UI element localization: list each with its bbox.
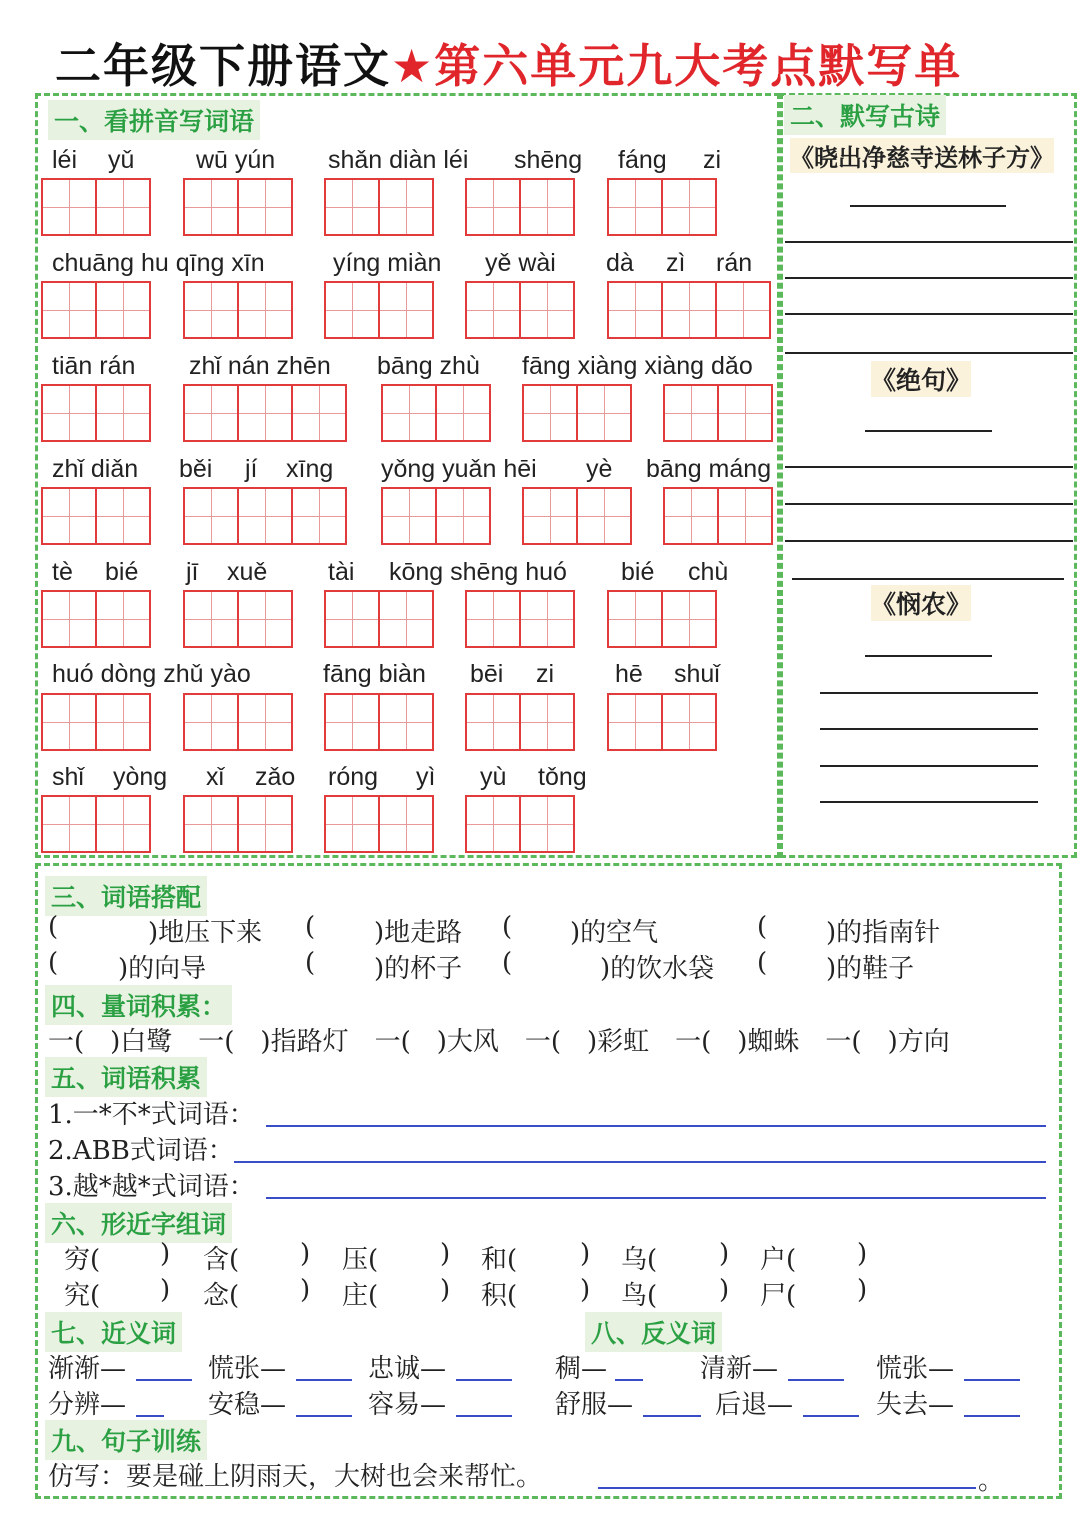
writing-grid[interactable] xyxy=(607,590,717,648)
pinyin: yè xyxy=(586,455,613,483)
pinyin: fāng xiàng xiàng dǎo xyxy=(522,352,753,380)
pinyin: xīng xyxy=(286,455,334,483)
writing-grid[interactable] xyxy=(183,384,347,442)
answer-line[interactable] xyxy=(785,241,1073,243)
synonym-item: 渐渐— xyxy=(48,1354,127,1384)
answer-line[interactable] xyxy=(785,466,1073,468)
pinyin: jī xyxy=(186,558,199,586)
paren: ) xyxy=(300,1275,311,1305)
antonym-item: 失去— xyxy=(876,1390,955,1420)
answer-line[interactable] xyxy=(785,352,1073,354)
pinyin: yì xyxy=(416,763,436,791)
writing-grid[interactable] xyxy=(522,487,632,545)
similar-char: 压( xyxy=(342,1245,379,1275)
pinyin: tài xyxy=(328,558,355,586)
pinyin: shǐ xyxy=(52,763,84,791)
answer-line[interactable] xyxy=(865,655,992,657)
answer-line[interactable] xyxy=(643,1415,701,1417)
answer-line[interactable] xyxy=(785,277,1073,279)
vocab-item: 1.一*不*式词语： xyxy=(48,1100,255,1130)
collocation-item: )的空气 xyxy=(570,918,659,948)
pinyin: bié xyxy=(621,558,655,586)
paren: ) xyxy=(719,1275,730,1305)
similar-char: 含( xyxy=(203,1245,240,1275)
collocation-item: )地走路 xyxy=(374,918,463,948)
answer-line[interactable] xyxy=(964,1379,1020,1381)
similar-char: 念( xyxy=(203,1281,240,1311)
writing-grid[interactable] xyxy=(324,281,434,339)
pinyin: zhǐ nán zhēn xyxy=(189,352,331,380)
poem-title: 《晓出净慈寺送林子方》 xyxy=(790,138,1054,173)
writing-grid[interactable] xyxy=(41,590,151,648)
writing-grid[interactable] xyxy=(607,281,771,339)
pinyin: hē xyxy=(615,660,643,688)
pinyin: wū yún xyxy=(196,146,276,174)
paren: ) xyxy=(300,1239,311,1269)
pinyin: léi xyxy=(52,146,78,174)
paren: ) xyxy=(580,1275,591,1305)
similar-char: 庄( xyxy=(342,1281,379,1311)
pinyin: yǒng yuǎn hēi xyxy=(381,455,537,483)
writing-grid[interactable] xyxy=(41,487,151,545)
answer-line[interactable] xyxy=(785,503,1073,505)
answer-line[interactable] xyxy=(136,1379,192,1381)
paren: ) xyxy=(580,1239,591,1269)
pinyin: yě wài xyxy=(485,249,556,277)
pinyin: zì xyxy=(666,249,686,277)
paren: ( xyxy=(757,948,768,978)
paren: ( xyxy=(48,912,59,942)
poem-title: 《绝句》 xyxy=(871,361,971,397)
section-pinyin-heading: 一、看拼音写词语 xyxy=(48,100,260,140)
pinyin: běi xyxy=(179,455,213,483)
paren: ) xyxy=(440,1239,451,1269)
writing-grid[interactable] xyxy=(41,795,151,853)
writing-grid[interactable] xyxy=(522,384,632,442)
section-antonym-heading: 八、反义词 xyxy=(585,1312,722,1352)
synonym-item: 安稳— xyxy=(208,1390,287,1420)
answer-line[interactable] xyxy=(598,1487,976,1489)
antonym-item: 舒服— xyxy=(555,1390,634,1420)
writing-grid[interactable] xyxy=(324,178,434,236)
writing-grid[interactable] xyxy=(465,281,575,339)
writing-grid[interactable] xyxy=(41,384,151,442)
synonym-item: 忠诚— xyxy=(368,1354,447,1384)
answer-line[interactable] xyxy=(615,1379,643,1381)
similar-char: 积( xyxy=(481,1281,518,1311)
writing-grid[interactable] xyxy=(607,178,717,236)
writing-grid[interactable] xyxy=(183,590,293,648)
measure-word-row: 一( )白鹭 一( )指路灯 一( )大风 一( )彩虹 一( )蜘蛛 一( )方向 xyxy=(48,1027,950,1057)
pinyin: zǎo xyxy=(255,763,296,791)
writing-grid[interactable] xyxy=(41,693,151,751)
collocation-item: )的鞋子 xyxy=(826,954,915,984)
pinyin: tè xyxy=(52,558,73,586)
answer-line[interactable] xyxy=(820,765,1038,767)
synonym-item: 分辨— xyxy=(48,1390,127,1420)
answer-line[interactable] xyxy=(792,578,1064,580)
writing-grid[interactable] xyxy=(465,178,575,236)
answer-line[interactable] xyxy=(456,1379,512,1381)
collocation-item: )地压下来 xyxy=(148,918,263,948)
pinyin: huó dòng zhǔ yào xyxy=(52,660,251,688)
answer-line[interactable] xyxy=(820,728,1038,730)
pinyin: bēi xyxy=(470,660,504,688)
section-vocab-heading: 五、词语积累 xyxy=(45,1057,207,1097)
answer-line[interactable] xyxy=(136,1415,164,1417)
paren: ( xyxy=(48,948,59,978)
synonym-item: 容易— xyxy=(368,1390,447,1420)
paren: ) xyxy=(857,1239,868,1269)
answer-line[interactable] xyxy=(964,1415,1020,1417)
section-measure-heading: 四、量词积累： xyxy=(45,985,232,1025)
answer-line[interactable] xyxy=(296,1415,352,1417)
collocation-item: )的杯子 xyxy=(374,954,463,984)
section-collocation-heading: 三、词语搭配 xyxy=(45,876,207,916)
collocation-item: )的向导 xyxy=(118,954,207,984)
answer-line[interactable] xyxy=(785,540,1073,542)
antonym-item: 清新— xyxy=(700,1354,779,1384)
antonym-item: 后退— xyxy=(715,1390,794,1420)
answer-line[interactable] xyxy=(820,801,1038,803)
pinyin: yíng miàn xyxy=(333,249,442,277)
paren: ( xyxy=(757,912,768,942)
similar-char: 穷( xyxy=(64,1245,101,1275)
paren: ) xyxy=(857,1275,868,1305)
section-sentence-heading: 九、句子训练 xyxy=(45,1420,207,1460)
writing-grid[interactable] xyxy=(183,795,293,853)
answer-line[interactable] xyxy=(788,1379,844,1381)
pinyin: shuǐ xyxy=(674,660,720,688)
answer-line[interactable] xyxy=(850,205,1006,207)
pinyin: tiān rán xyxy=(52,352,136,380)
writing-grid[interactable] xyxy=(465,693,575,751)
antonym-item: 慌张— xyxy=(876,1354,955,1384)
writing-grid[interactable] xyxy=(607,693,717,751)
pinyin: xuě xyxy=(227,558,268,586)
poem-title: 《悯农》 xyxy=(871,585,971,621)
pinyin: bāng zhù xyxy=(377,352,480,380)
pinyin: xǐ xyxy=(206,763,225,791)
similar-char: 户( xyxy=(760,1245,797,1275)
page-title xyxy=(55,30,962,96)
paren: ( xyxy=(502,912,513,942)
pinyin: yòng xyxy=(113,763,168,791)
answer-line[interactable] xyxy=(266,1125,1046,1127)
paren: ) xyxy=(160,1239,171,1269)
collocation-item: )的指南针 xyxy=(826,918,941,948)
pinyin: bāng máng xyxy=(646,455,772,483)
writing-grid[interactable] xyxy=(465,590,575,648)
section-similar-chars-heading: 六、形近字组词 xyxy=(45,1203,232,1243)
vocab-item: 2.ABB式词语： xyxy=(48,1136,234,1166)
section-poem-heading: 二、默写古诗 xyxy=(784,95,946,135)
writing-grid[interactable] xyxy=(663,487,773,545)
title-black: 二年级下册语文 xyxy=(55,39,391,93)
pinyin: fāng biàn xyxy=(323,660,426,688)
writing-grid[interactable] xyxy=(324,590,434,648)
similar-char: 鸟( xyxy=(621,1281,658,1311)
pinyin: dà xyxy=(606,249,634,277)
pinyin: shēng xyxy=(514,146,583,174)
answer-line[interactable] xyxy=(234,1161,1046,1163)
writing-grid[interactable] xyxy=(465,795,575,853)
pinyin: yǔ xyxy=(108,146,135,174)
paren: ) xyxy=(719,1239,730,1269)
answer-line[interactable] xyxy=(803,1415,859,1417)
similar-char: 究( xyxy=(64,1281,101,1311)
collocation-item: )的饮水袋 xyxy=(600,954,715,984)
writing-grid[interactable] xyxy=(324,795,434,853)
paren: ( xyxy=(305,912,316,942)
paren: ) xyxy=(160,1275,171,1305)
similar-char: 和( xyxy=(481,1245,518,1275)
answer-line[interactable] xyxy=(296,1379,352,1381)
similar-char: 乌( xyxy=(621,1245,658,1275)
pinyin: rán xyxy=(716,249,753,277)
writing-grid[interactable] xyxy=(183,693,293,751)
pinyin: zi xyxy=(536,660,555,688)
writing-grid[interactable] xyxy=(41,281,151,339)
title-star: ★ xyxy=(391,39,435,93)
pinyin: zhǐ diǎn xyxy=(52,455,139,483)
pinyin: kōng shēng huó xyxy=(389,558,567,586)
answer-line[interactable] xyxy=(266,1197,1046,1199)
poem-box xyxy=(780,93,1077,858)
paren: ( xyxy=(502,948,513,978)
writing-grid[interactable] xyxy=(324,693,434,751)
pinyin: bié xyxy=(105,558,139,586)
synonym-item: 慌张— xyxy=(208,1354,287,1384)
sentence-end: 。 xyxy=(978,1466,1005,1496)
title-red: 第六单元九大考点默写单 xyxy=(434,39,963,93)
writing-grid[interactable] xyxy=(381,384,491,442)
pinyin: chuāng hu qīng xīn xyxy=(52,249,265,277)
writing-grid[interactable] xyxy=(381,487,491,545)
antonym-item: 稠— xyxy=(555,1354,608,1384)
writing-grid[interactable] xyxy=(41,178,151,236)
answer-line[interactable] xyxy=(865,430,992,432)
answer-line[interactable] xyxy=(456,1415,512,1417)
pinyin: yù xyxy=(480,763,507,791)
pinyin: fáng xyxy=(618,146,667,174)
writing-grid[interactable] xyxy=(183,281,293,339)
writing-grid[interactable] xyxy=(183,487,347,545)
pinyin: chù xyxy=(688,558,729,586)
pinyin: zi xyxy=(703,146,722,174)
paren: ( xyxy=(305,948,316,978)
pinyin: shǎn diàn léi xyxy=(328,146,469,174)
paren: ) xyxy=(440,1275,451,1305)
sentence-prompt: 仿写：要是碰上阴雨天，大树也会来帮忙。 xyxy=(48,1462,543,1492)
pinyin: tǒng xyxy=(538,763,587,791)
answer-line[interactable] xyxy=(820,692,1038,694)
writing-grid[interactable] xyxy=(663,384,773,442)
similar-char: 尸( xyxy=(760,1281,797,1311)
pinyin: róng xyxy=(328,763,379,791)
writing-grid[interactable] xyxy=(183,178,293,236)
vocab-item: 3.越*越*式词语： xyxy=(48,1172,255,1202)
answer-line[interactable] xyxy=(785,313,1073,315)
section-synonym-heading: 七、近义词 xyxy=(45,1312,182,1352)
pinyin: jí xyxy=(245,455,258,483)
